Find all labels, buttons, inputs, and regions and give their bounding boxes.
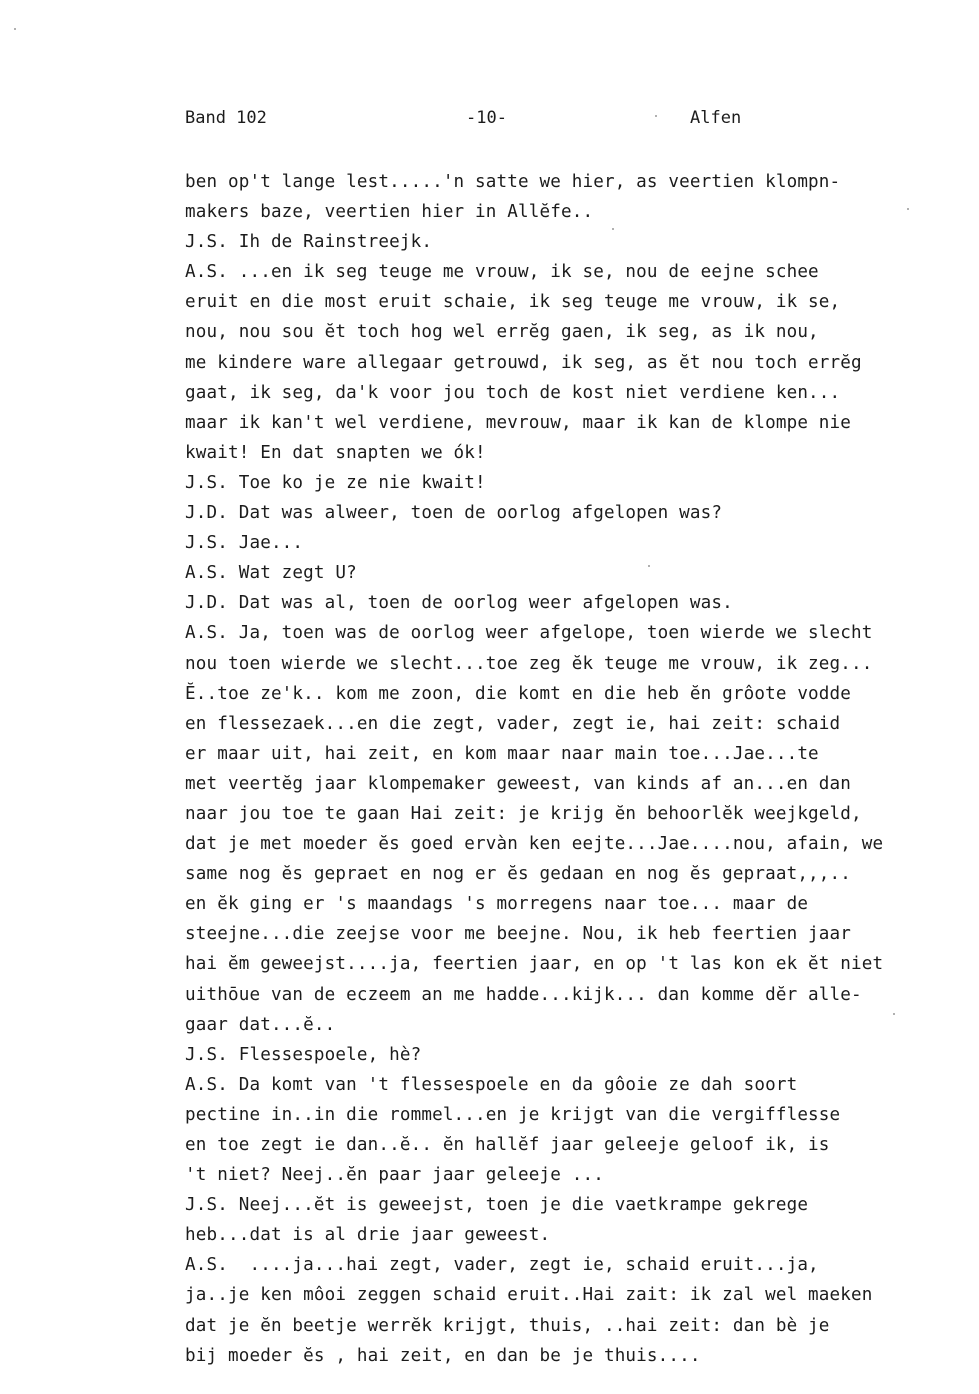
page-number: -10- bbox=[466, 108, 507, 128]
paper-speck bbox=[612, 228, 614, 230]
paper-speck bbox=[648, 565, 650, 567]
transcript-line: uithōue van de eczeem an me hadde...kijk... dan komme dĕr alle- bbox=[185, 984, 862, 1005]
transcript-line: makers baze, veertien hier in Allĕfe.. bbox=[185, 202, 594, 223]
transcript-line: dat je ĕn beetje werrĕk krijgt, thuis, ..hai zeit: dan bè je bbox=[185, 1315, 830, 1336]
paper-speck bbox=[655, 115, 657, 117]
transcript-line: A.S. ...en ik seg teuge me vrouw, ik se, nou de eejne schee bbox=[185, 262, 819, 283]
transcript-line: met veertĕg jaar klompemaker geweest, van kinds af an...en dan bbox=[185, 773, 852, 794]
transcript-line: maar ik kan't wel verdiene, mevrouw, maar ik kan de klompe nie bbox=[185, 412, 852, 433]
transcript-line: J.S. Ih de Rainstreejk. bbox=[185, 232, 433, 253]
transcript-line: Ĕ..toe ze'k.. kom me zoon, die komt en die heb ĕn grôote vodde bbox=[185, 683, 852, 704]
transcript-line: gaat, ik seg, da'k voor jou toch de kost niet verdiene ken... bbox=[185, 382, 841, 403]
transcript-line: A.S. ....ja...hai zegt, vader, zegt ie, schaid eruit...ja, bbox=[185, 1255, 819, 1276]
transcript-line: naar jou toe te gaan Hai zeit: je krijg ĕn behoorlĕk weejkgeld, bbox=[185, 803, 862, 824]
transcript-line: nou, nou sou ĕt toch hog wel errĕg gaen, ik seg, as ik nou, bbox=[185, 322, 819, 343]
transcript-line: J.S. Toe ko je ze nie kwait! bbox=[185, 472, 486, 493]
transcript-line: ja..je ken môoi zeggen schaid eruit..Hai zait: ik zal wel maeken bbox=[185, 1285, 873, 1306]
page-header bbox=[0, 108, 979, 134]
transcript-line: steejne...die zeejse voor me beejne. Nou, ik heb feertien jaar bbox=[185, 924, 852, 945]
paper-speck bbox=[893, 1013, 895, 1015]
transcript-line: heb...dat is al drie jaar geweest. bbox=[185, 1225, 551, 1246]
location-name: Alfen bbox=[690, 108, 742, 128]
transcript-line: eruit en die most eruit schaie, ik seg teuge me vrouw, ik se, bbox=[185, 292, 841, 313]
transcript-line: me kindere ware allegaar getrouwd, ik seg, as ĕt nou toch errĕg bbox=[185, 352, 862, 373]
transcript-line: pectine in..in die rommel...en je krijgt van die vergifflesse bbox=[185, 1104, 841, 1125]
transcript-line: J.S. Neej...ĕt is geweejst, toen je die vaetkrampe gekrege bbox=[185, 1195, 809, 1216]
transcript-line: A.S. Ja, toen was de oorlog weer afgelope, toen wierde we slecht bbox=[185, 623, 873, 644]
transcript-line: nou toen wierde we slecht...toe zeg ĕk teuge me vrouw, ik zeg... bbox=[185, 653, 873, 674]
transcript-line: J.S. Jae... bbox=[185, 533, 304, 554]
transcript-body bbox=[185, 167, 975, 1371]
transcript-line: J.D. Dat was alweer, toen de oorlog afgelopen was? bbox=[185, 503, 723, 524]
band-number: Band 102 bbox=[185, 108, 267, 128]
transcript-line: en ĕk ging er 's maandags 's morregens naar toe... maar de bbox=[185, 894, 809, 915]
transcript-line: kwait! En dat snapten we ók! bbox=[185, 442, 486, 463]
transcript-line: er maar uit, hai zeit, en kom maar naar main toe...Jae...te bbox=[185, 743, 819, 764]
transcript-line: 't niet? Neej..ĕn paar jaar geleeje ... bbox=[185, 1165, 604, 1186]
transcript-line: A.S. Da komt van 't flessespoele en da gôoie ze dah soort bbox=[185, 1074, 798, 1095]
transcript-line: en flessezaek...en die zegt, vader, zegt ie, hai zeit: schaid bbox=[185, 713, 841, 734]
transcript-line: dat je met moeder ĕs goed ervàn ken eejte...Jae....nou, afain, we bbox=[185, 834, 884, 855]
paper-speck bbox=[14, 28, 16, 30]
transcript-line: ben op't lange lest.....'n satte we hier, as veertien klompn- bbox=[185, 172, 841, 192]
paper-speck bbox=[907, 208, 909, 210]
transcript-line: J.S. Flessespoele, hè? bbox=[185, 1044, 422, 1065]
transcript-line: gaar dat...ĕ.. bbox=[185, 1014, 336, 1035]
transcript-line: same nog ĕs gepraet en nog er ĕs gedaan en nog ĕs gepraat,,,.. bbox=[185, 864, 852, 885]
transcript-line: en toe zegt ie dan..ĕ.. ĕn hallĕf jaar geleeje geloof ik, is bbox=[185, 1135, 830, 1155]
transcript-line: J.D. Dat was al, toen de oorlog weer afgelopen was. bbox=[185, 593, 733, 614]
transcript-line: bij moeder ĕs , hai zeit, en dan be je thuis.... bbox=[185, 1345, 701, 1366]
transcript-line: A.S. Wat zegt U? bbox=[185, 563, 357, 584]
transcript-line: hai ĕm geweejst....ja, feertien jaar, en op 't las kon ek ĕt niet bbox=[185, 954, 884, 975]
